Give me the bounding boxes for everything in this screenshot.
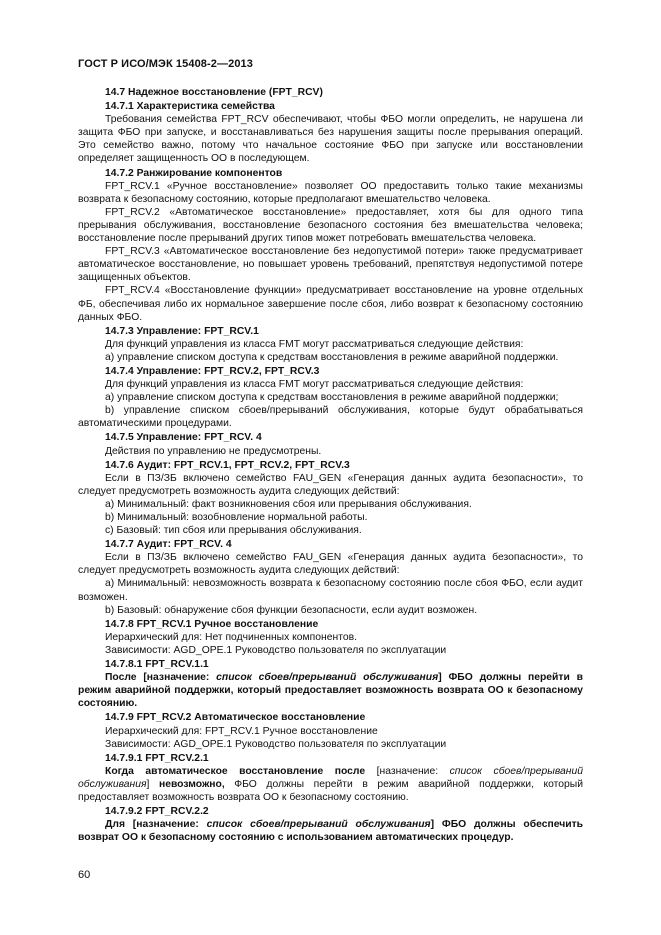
- paragraph: а) Минимальный: факт возникновения сбоя или прерывания обслуживания.: [105, 498, 472, 510]
- paragraph: Зависимости: AGD_OPE.1 Руководство пользователя по эксплуатации: [105, 738, 447, 750]
- paragraph: Для функций управления из класса FMT могут рассматриваться следующие действия:: [105, 379, 524, 391]
- paragraph: с) Базовый: тип сбоя или прерывания обслуживания.: [105, 525, 362, 537]
- paragraph: Иерархический для: Нет подчиненных компонентов.: [105, 631, 357, 643]
- paragraph: а) управление списком доступа к средствам восстановления в режиме аварийной поддержки;: [105, 392, 559, 404]
- requirement-paragraph: Когда автоматическое восстановление после [назначение: список сбоев/прерываний обслуживания] невозможно, ФБО должны перейти в режим аварийной поддержки, который предоставляет возможность возврата ОО к безопасному состоянию.: [78, 765, 583, 803]
- section-heading: 14.7.9.2 FPT_RCV.2.2: [105, 806, 209, 818]
- paragraph: b) Минимальный: возобновление нормальной работы.: [105, 512, 368, 523]
- paragraph: FPT_RCV.4 «Восстановление функции» предусматривает восстановление на уровне отдельных ФБ, обеспечивая либо их нормальное завершение после сбоя, либо возврат к безопасному состоянию данных ФБО.: [78, 285, 583, 323]
- paragraph: Иерархический для: FPT_RCV.1 Ручное восстановление: [105, 725, 378, 737]
- section-heading: 14.7.8.1 FPT_RCV.1.1: [105, 659, 209, 671]
- paragraph: а) Минимальный: невозможность возврата к безопасному состоянию после сбоя ФБО, если аудит возможен.: [78, 578, 583, 603]
- document-body: [78, 86, 583, 844]
- section-heading: 14.7.3 Управление: FPT_RCV.1: [105, 325, 259, 337]
- section-heading: 14.7.8 FPT_RCV.1 Ручное восстановление: [105, 618, 319, 630]
- section-heading: 14.7.7 Аудит: FPT_RCV. 4: [105, 539, 232, 551]
- paragraph: b) управление списком сбоев/прерываний обслуживания, которые будут обрабатываться автоматическими процедурами.: [78, 405, 583, 430]
- paragraph: FPT_RCV.2 «Автоматическое восстановление» предоставляет, хотя бы для одного типа прерывания обслуживания, восстановление безопасного состояния без вмешательства человека; восстановление после прерываний других типов может потребовать вмешательства человека.: [78, 206, 583, 245]
- section-heading: 14.7.2 Ранжирование компонентов: [105, 167, 283, 179]
- paragraph: Зависимости: AGD_OPE.1 Руководство пользователя по эксплуатации: [105, 644, 447, 656]
- section-heading: 14.7.1 Характеристика семейства: [105, 101, 275, 113]
- paragraph: Для функций управления из класса FMT могут рассматриваться следующие действия:: [105, 338, 524, 350]
- paragraph: b) Базовый: обнаружение сбоя функции безопасности, если аудит возможен.: [105, 604, 478, 616]
- paragraph: FPT_RCV.3 «Автоматическое восстановление без недопустимой потери» также предусматривает автоматическое восстановление, но повышает уровень требований, препятствуя недопустимой потере защищенных объектов.: [78, 246, 583, 284]
- section-heading: 14.7 Надежное восстановление (FPT_RCV): [105, 87, 323, 98]
- paragraph: FPT_RCV.1 «Ручное восстановление» позволяет ОО предоставить только такие механизмы возврата к безопасному состоянию, которые предполагают вмешательство человека.: [78, 180, 583, 205]
- paragraph: а) управление списком доступа к средствам восстановления в режиме аварийной поддержки.: [105, 351, 559, 363]
- requirement-paragraph: Для [назначение: список сбоев/прерываний обслуживания] ФБО должны обеспечить возврат ОО к безопасному состоянию с использованием автоматических процедур.: [78, 819, 583, 844]
- requirement-paragraph: После [назначение: список сбоев/прерываний обслуживания] ФБО должны перейти в режим аварийной поддержки, который предоставляет возможность возврата ОО к безопасному состоянию.: [78, 672, 583, 710]
- section-heading: 14.7.9.1 FPT_RCV.2.1: [105, 752, 209, 764]
- section-heading: 14.7.9 FPT_RCV.2 Автоматическое восстановление: [105, 712, 366, 724]
- page-number: 60: [78, 869, 91, 881]
- paragraph: Действия по управлению не предусмотрены.: [105, 445, 322, 457]
- document-header: ГОСТ Р ИСО/МЭК 15408-2—2013: [78, 58, 253, 70]
- section-heading: 14.7.5 Управление: FPT_RCV. 4: [105, 432, 262, 444]
- paragraph: Если в ПЗ/ЗБ включено семейство FAU_GEN «Генерация данных аудита безопасности», то следует предусмотреть возможность аудита следующих действий:: [78, 552, 583, 577]
- section-heading: 14.7.6 Аудит: FPT_RCV.1, FPT_RCV.2, FPT_RCV.3: [105, 459, 350, 471]
- paragraph: Если в ПЗ/ЗБ включено семейство FAU_GEN «Генерация данных аудита безопасности», то следует предусмотреть возможность аудита следующих действий:: [78, 472, 583, 497]
- section-heading: 14.7.4 Управление: FPT_RCV.2, FPT_RCV.3: [105, 365, 320, 377]
- paragraph: Требования семейства FPT_RCV обеспечивают, чтобы ФБО могли определить, не нарушена ли защита ФБО при запуске, и восстанавливаться без нарушения защиты после прерывания операций. Это семейство важно, потому что начальное состояние ФБО при запуске или восстановлении определяет защищенность ОО в последующем.: [78, 114, 583, 165]
